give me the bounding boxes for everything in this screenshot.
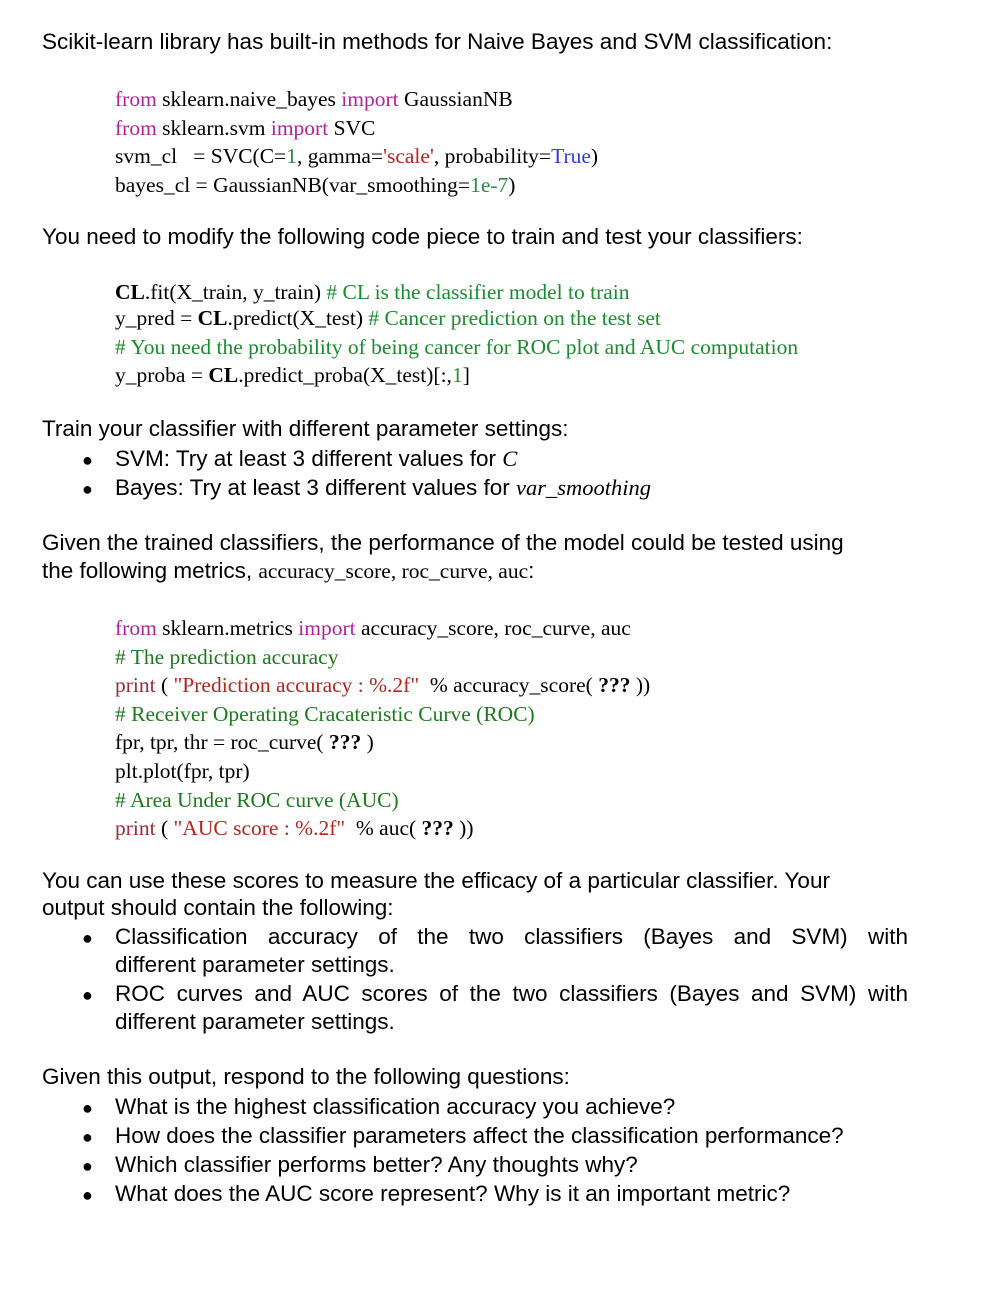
bullet-marker: ● — [82, 1127, 93, 1147]
output-bullet-accuracy-line2: different parameter settings. — [115, 952, 395, 977]
metrics-paragraph-line1: Given the trained classifiers, the performance of the model could be tested using — [42, 530, 844, 555]
code-line: y_proba = CL.predict_proba(X_test)[:,1] — [115, 363, 470, 387]
question-item: Which classifier performs better? Any thoughts why? — [115, 1152, 638, 1177]
code-line: fpr, tpr, thr = roc_curve( ??? ) — [115, 730, 374, 754]
question-item: How does the classifier parameters affect the classification performance? — [115, 1123, 844, 1148]
code-line: plt.plot(fpr, tpr) — [115, 759, 250, 783]
scores-paragraph-line2: output should contain the following: — [42, 895, 394, 920]
code-line: bayes_cl = GaussianNB(var_smoothing=1e-7) — [115, 173, 516, 197]
question-item: What is the highest classification accuracy you achieve? — [115, 1094, 676, 1119]
train-bullet-svm: SVM: Try at least 3 different values for C — [115, 446, 518, 471]
output-bullet-roc-line2: different parameter settings. — [115, 1009, 395, 1034]
intro-paragraph: Scikit-learn library has built-in methods for Naive Bayes and SVM classification: — [42, 29, 833, 54]
modify-paragraph: You need to modify the following code piece to train and test your classifiers: — [42, 224, 803, 249]
code-line: # You need the probability of being cancer for ROC plot and AUC computation — [115, 335, 799, 359]
scores-paragraph-line1: You can use these scores to measure the efficacy of a particular classifier. Your — [42, 868, 830, 893]
question-item: What does the AUC score represent? Why is it an important metric? — [115, 1181, 791, 1206]
code-line: CL.fit(X_train, y_train) # CL is the classifier model to train — [115, 280, 630, 304]
questions-paragraph: Given this output, respond to the following questions: — [42, 1064, 570, 1089]
code-line: y_pred = CL.predict(X_test) # Cancer prediction on the test set — [115, 306, 661, 330]
code-line: svm_cl = SVC(C=1, gamma='scale', probability=True) — [115, 144, 599, 168]
train-paragraph: Train your classifier with different parameter settings: — [42, 416, 569, 441]
bullet-marker: ● — [82, 1156, 93, 1176]
code-line: # Area Under ROC curve (AUC) — [115, 788, 399, 812]
bullet-marker: ● — [82, 479, 93, 499]
bullet-marker: ● — [82, 1185, 93, 1205]
code-line: # Receiver Operating Cracateristic Curve (ROC) — [115, 702, 535, 726]
code-line: print ( "AUC score : %.2f" % auc( ??? )) — [115, 816, 474, 840]
code-line: # The prediction accuracy — [115, 645, 339, 669]
bullet-marker: ● — [82, 985, 93, 1005]
bullet-marker: ● — [82, 1098, 93, 1118]
bullet-marker: ● — [82, 928, 93, 948]
code-line: from sklearn.metrics import accuracy_score, roc_curve, auc — [115, 616, 631, 640]
output-bullet-roc-line1: ROC curves and AUC scores of the two classifiers (Bayes and SVM) with — [115, 981, 908, 1006]
bullet-marker: ● — [82, 450, 93, 470]
code-line: from sklearn.naive_bayes import GaussianNB — [115, 87, 513, 111]
code-line: from sklearn.svm import SVC — [115, 116, 376, 140]
output-bullet-accuracy-line1: Classification accuracy of the two classifiers (Bayes and SVM) with — [115, 924, 908, 949]
code-line: print ( "Prediction accuracy : %.2f" % accuracy_score( ??? )) — [115, 673, 651, 697]
metrics-paragraph-line2: the following metrics, accuracy_score, roc_curve, auc: — [42, 558, 535, 583]
train-bullet-bayes: Bayes: Try at least 3 different values for var_smoothing — [115, 475, 652, 500]
